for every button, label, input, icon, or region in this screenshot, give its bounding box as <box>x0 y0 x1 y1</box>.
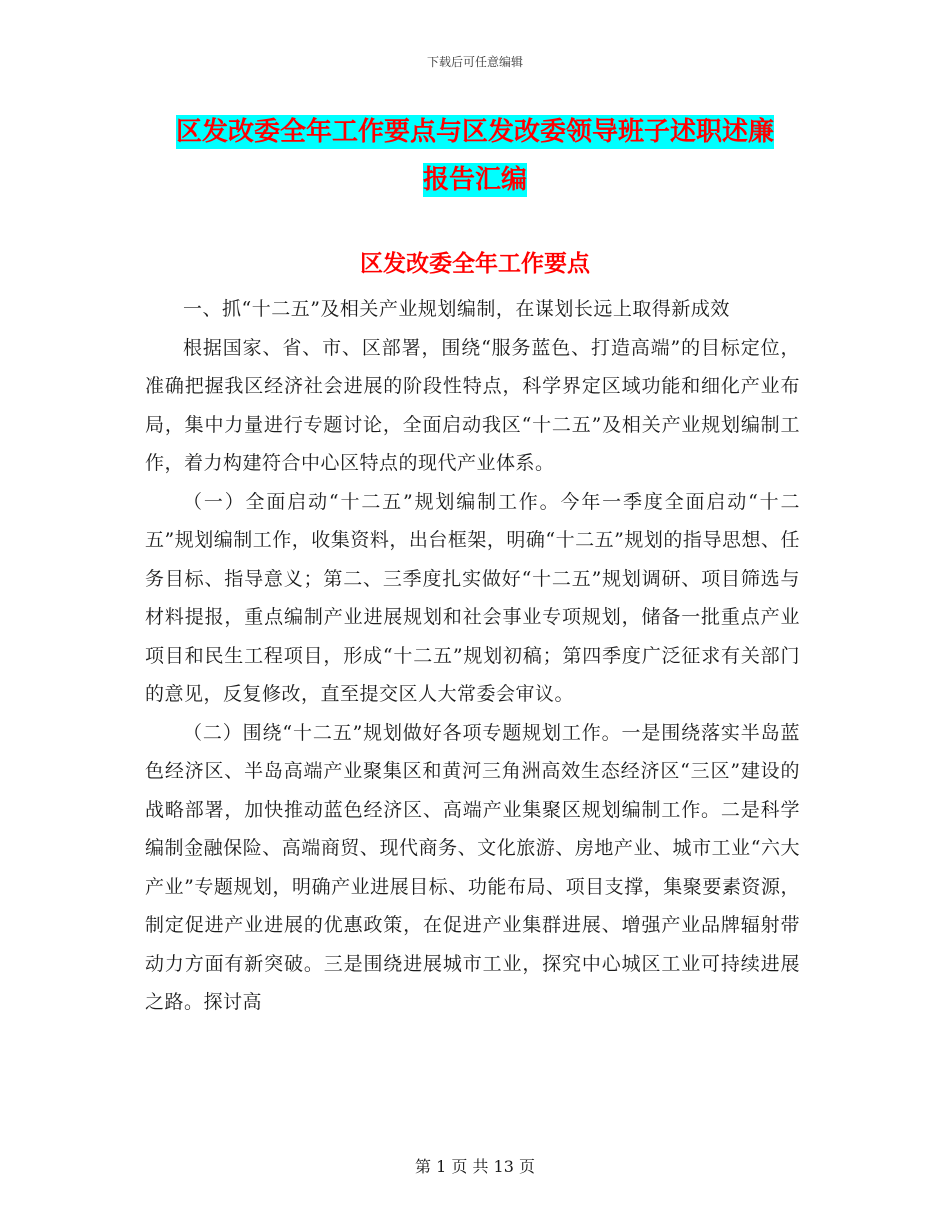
document-body <box>145 290 800 1022</box>
section-title: 区发改委全年工作要点 <box>360 251 590 277</box>
document-title-line-1: 区发改委全年工作要点与区发改委领导班子述职述廉 <box>175 117 774 147</box>
download-note: 下载后可任意编辑 <box>426 55 523 69</box>
heading-paragraph-1: 一、抓“十二五”及相关产业规划编制，在谋划长远上取得新成效 <box>183 298 730 320</box>
document-title-line-2: 报告汇编 <box>422 165 527 195</box>
body-paragraph-2: （一）全面启动“十二五”规划编制工作。今年一季度全面启动“十二五”规划编制工作，收集资料，出台框架，明确“十二五”规划的指导思想、任务目标、指导意义；第二、三季度扎实做好“十二五”规划调研、项目筛选与材料提报，重点编制产业进展规划和社会事业专项规划，储备一批重点产业项目和民生工程项目，形成“十二五”规划初稿；第四季度广泛征求有关部门的意见，反复修改，直至提交区人大常委会审议。 <box>145 490 800 705</box>
body-paragraph-1: 根据国家、省、市、区部署，围绕“服务蓝色、打造高端”的目标定位，准确把握我区经济社会进展的阶段性特点，科学界定区域功能和细化产业布局，集中力量进行专题讨论，全面启动我区“十二五”及相关产业规划编制工作，着力构建符合中心区特点的现代产业体系。 <box>145 336 800 474</box>
document-title <box>145 108 805 204</box>
page-number: 第 1 页 共 13 页 <box>415 1157 535 1176</box>
body-paragraph-3: （二）围绕“十二五”规划做好各项专题规划工作。一是围绕落实半岛蓝色经济区、半岛高端产业聚集区和黄河三角洲高效生态经济区“三区”建设的战略部署，加快推动蓝色经济区、高端产业集聚区规划编制工作。二是科学编制金融保险、高端商贸、现代商务、文化旅游、房地产业、城市工业“六大产业”专题规划，明确产业进展目标、功能布局、项目支撑，集聚要素资源，制定促进产业进展的优惠政策，在促进产业集群进展、增强产业品牌辐射带动力方面有新突破。三是围绕进展城市工业，探究中心城区工业可持续进展之路。探讨高 <box>145 721 800 1013</box>
